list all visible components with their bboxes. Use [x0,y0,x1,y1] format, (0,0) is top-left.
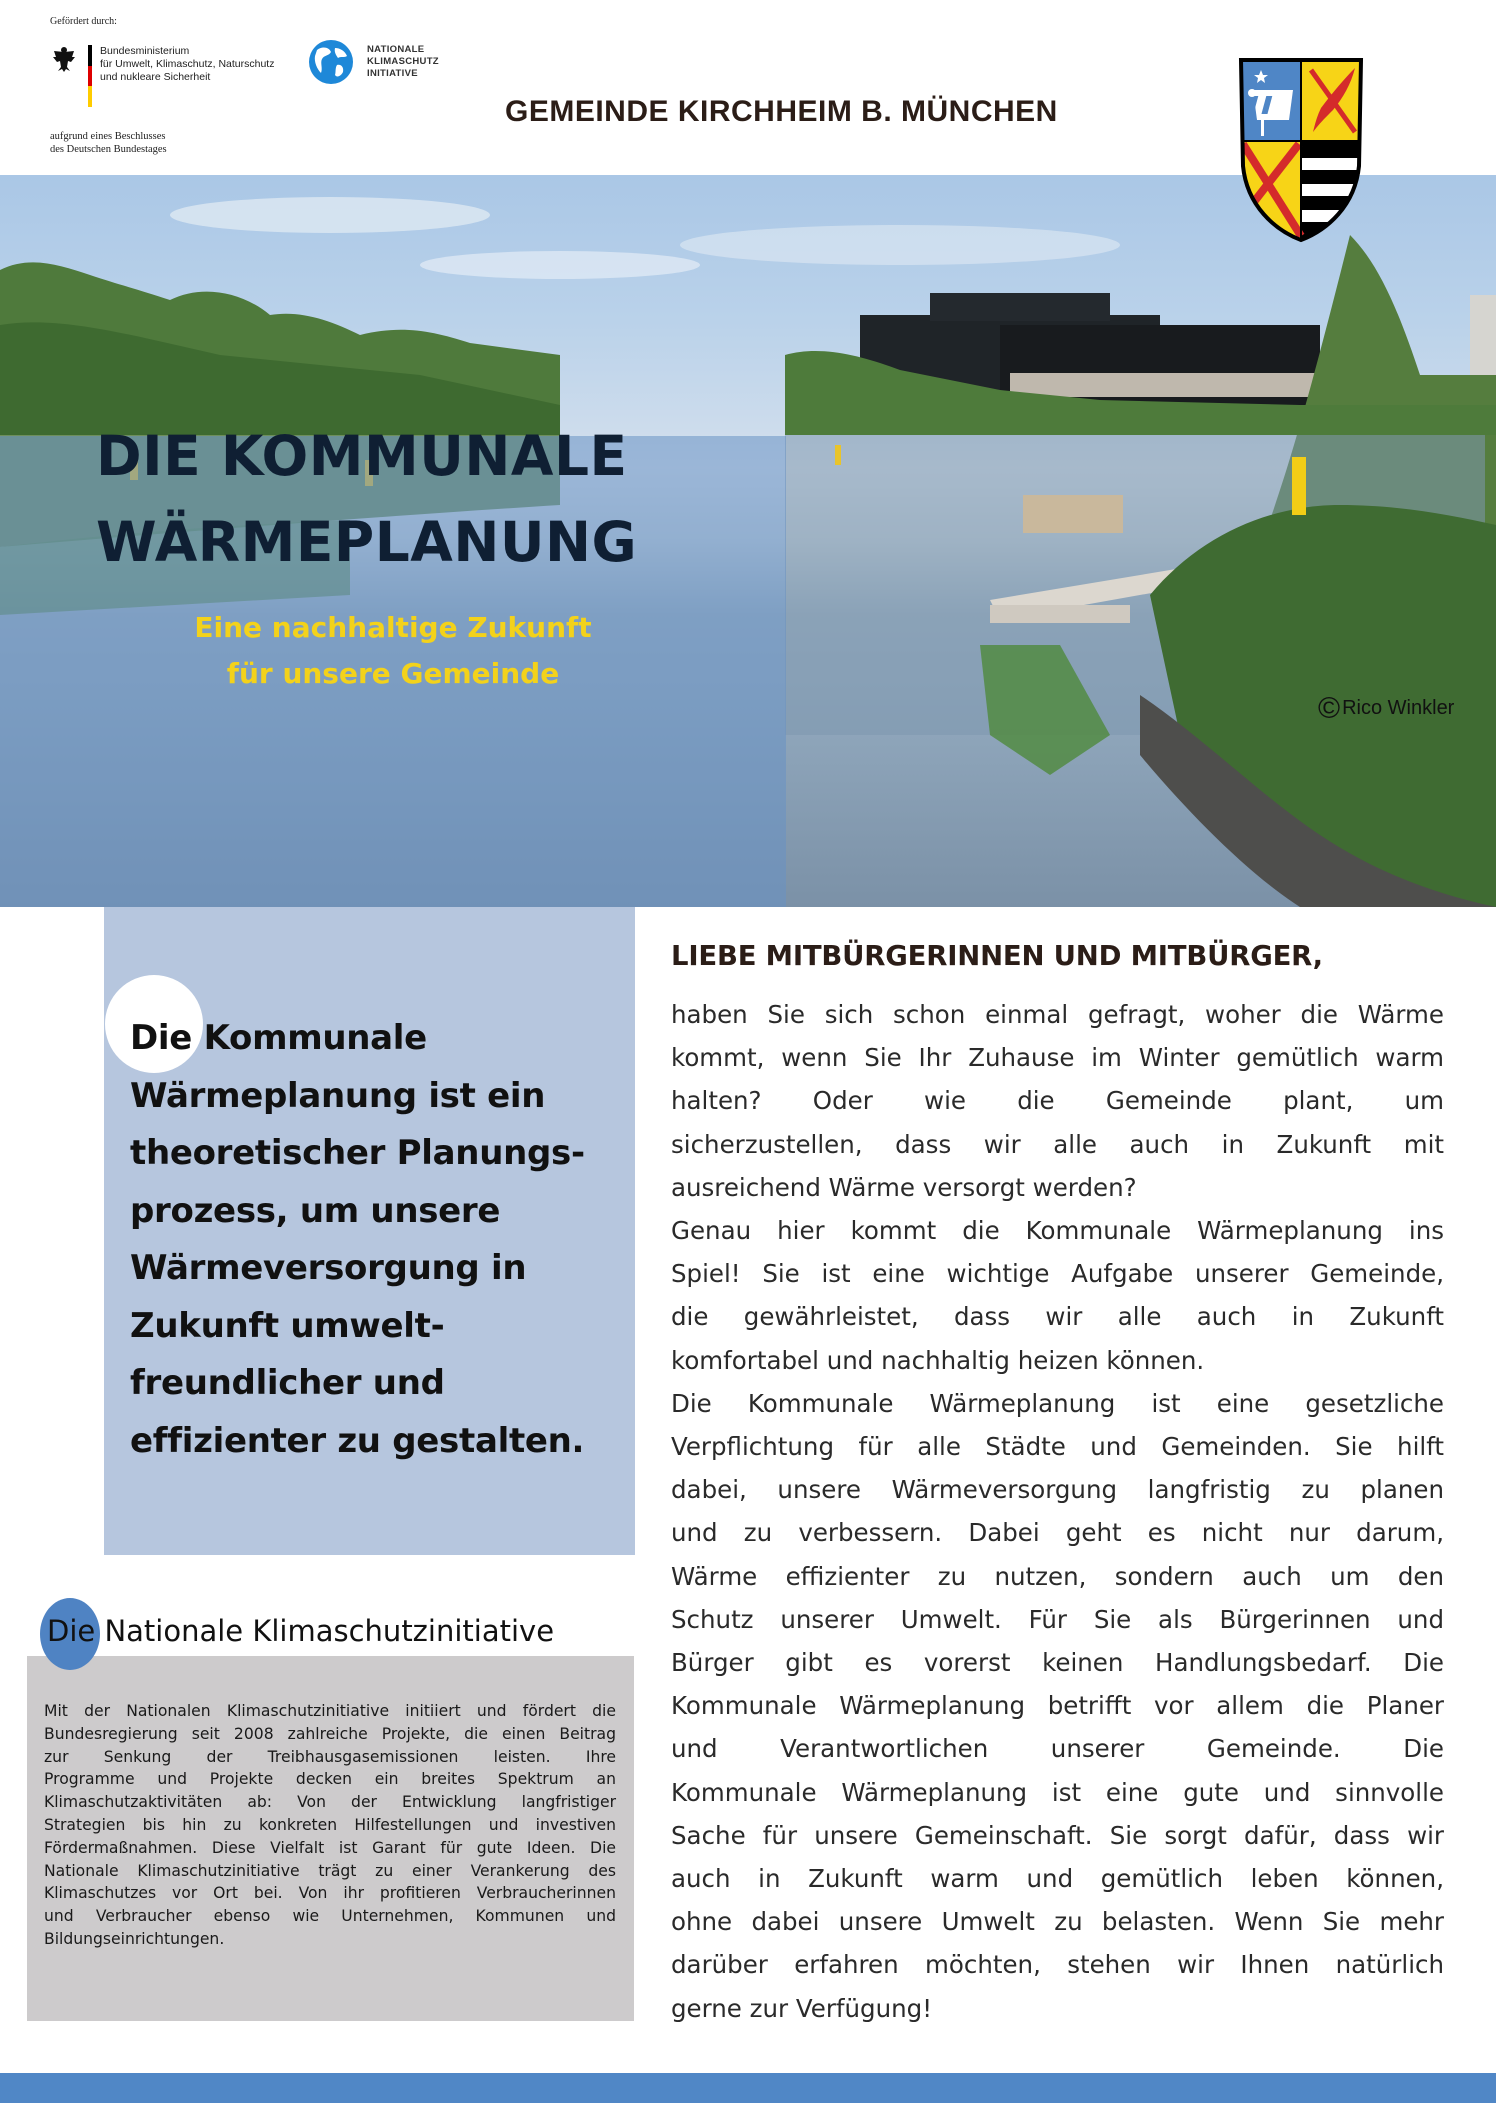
letter-line: gerne zur Verfügung! [671,1993,933,2023]
letter-salutation: LIEBE MITBÜRGERINNEN UND MITBÜRGER, [671,940,1323,972]
copyright-icon: © [1318,692,1341,725]
letter-line: Bürger gibt es vorerst keinen Handlungsbedarf. Die [671,1648,1444,1678]
subtitle-line: Eine nachhaltige Zukunft [194,611,592,644]
nki-logo-line: INITIATIVE [367,68,418,79]
letter-line: komfortabel und nachhaltig heizen können. [671,1345,1205,1375]
nki-body [44,1700,616,1951]
highlight-text [130,1010,620,1470]
nki-body-line: Klimaschutzes vor Ort bei. Von ihr profitieren Verbraucherinnen [44,1884,616,1903]
footer-bar [0,2073,1496,2103]
ministry-name-line: Bundesministerium [100,45,190,57]
nki-body-line: Programme und Projekte decken ein breites Spektrum an [44,1770,616,1789]
highlight-line: Wärmeversorgung in [130,1248,527,1288]
nki-logo-line: KLIMASCHUTZ [367,56,439,67]
page-title [96,413,637,585]
nki-body-line: Fördermaßnahmen. Diese Vielfalt ist Garant für gute Ideen. Die [44,1838,616,1857]
letter-body [671,993,1444,2030]
municipality-name: GEMEINDE KIRCHHEIM B. MÜNCHEN [505,95,1058,128]
letter-line: darüber erfahren möchten, stehen wir Ihnen natürlich [671,1950,1444,1980]
nki-logo [307,38,439,86]
photo-credit-name: Rico Winkler [1342,697,1455,719]
letter-line: kommt, wenn Sie Ihr Zuhause im Winter gemütlich warm [671,1043,1444,1073]
subtitle-line: für unsere Gemeinde [226,657,560,690]
letter-line: dabei, unsere Wärmeversorgung langfristig zu planen [671,1475,1444,1505]
nki-body-line: zur Senkung der Treibhausgasemissionen leisten. Ihre [44,1747,616,1766]
letter-line: Spiel! Sie ist eine wichtige Aufgabe unserer Gemeinde, [671,1259,1444,1289]
letter-line: die gewährleistet, dass wir alle auch in Zukunft [671,1302,1444,1332]
highlight-line: freundlicher und [130,1363,445,1403]
nki-body-line: Mit der Nationalen Klimaschutzinitiative initiiert und fördert die [44,1702,616,1720]
globe-icon [307,38,355,86]
letter-line: Kommunale Wärmeplanung betrifft vor allem die Planer [671,1691,1444,1721]
letter-line: halten? Oder wie die Gemeinde plant, um [671,1086,1444,1116]
letter-line: sicherzustellen, dass wir alle auch in Zukunft mit [671,1129,1444,1159]
ministry-logo [50,45,274,107]
letter-line: ausreichend Wärme versorgt werden? [671,1172,1137,1202]
highlight-line: Wärmeplanung ist ein [130,1075,546,1116]
letter-line: und Verantwortlichen unserer Gemeinde. Die [671,1734,1444,1764]
letter-line: haben Sie sich schon einmal gefragt, woher die Wärme [671,1000,1444,1029]
german-flag-bar [88,45,92,107]
letter-line: Die Kommunale Wärmeplanung ist eine gesetzliche [671,1388,1444,1418]
nki-body-line: Klimaschutzaktivitäten ab: Von der Entwicklung langfristiger [44,1793,616,1812]
nki-body-line: und Verbraucher ebenso wie Unternehmen, Kommunen und [44,1907,616,1926]
highlight-line: theoretischer Planungs- [130,1133,585,1173]
letter-line: Wärme effizienter zu nutzen, sondern auch um den [671,1561,1444,1591]
title-line: WÄRMEPLANUNG [96,510,638,574]
funder-label: Gefördert durch: [50,16,117,27]
nki-body-line: Bundesregierung seit 2008 zahlreiche Projekte, die einen Beitrag [44,1724,616,1743]
letter-line: ohne dabei unsere Umwelt zu belasten. Wenn Sie mehr [671,1907,1444,1937]
letter-line: und zu verbessern. Dabei geht es nicht nur darum, [671,1518,1444,1548]
nki-logo-line: NATIONALE [367,44,425,55]
highlight-line: prozess, um unsere [130,1190,501,1231]
coat-of-arms-icon [1237,56,1365,244]
letter-line: Sache für unsere Gemeinschaft. Sie sorgt dafür, dass wir [671,1820,1444,1850]
letter-line: Genau hier kommt die Kommunale Wärmeplanung ins [671,1216,1444,1246]
bundestag-resolution [50,130,167,156]
letter-line: Kommunale Wärmeplanung ist eine gute und sinnvolle [671,1777,1444,1807]
federal-eagle-icon [50,45,78,73]
nki-body-line: Nationale Klimaschutzinitiative trägt zu einer Verankerung des [44,1861,616,1880]
letter-line: auch in Zukunft warm und gemütlich leben können, [671,1864,1444,1894]
ministry-name-line: für Umwelt, Klimaschutz, Naturschutz [100,58,275,70]
letter-line: Verpflichtung für alle Städte und Gemeinden. Sie hilft [671,1432,1444,1462]
photo-credit [1318,692,1454,726]
nki-heading: Die Nationale Klimaschutzinitiative [47,1614,555,1648]
page-subtitle [0,605,786,697]
title-line: DIE KOMMUNALE [96,424,628,488]
highlight-line: effizienter zu gestalten. [130,1420,585,1461]
ministry-name-line: und nukleare Sicherheit [100,71,211,83]
nki-body-line: Strategien bis hin zu konkreten Hilfestellungen und investiven [44,1815,616,1834]
letter-line: Schutz unserer Umwelt. Für Sie als Bürgerinnen und [671,1604,1444,1634]
highlight-line: Die Kommunale [130,1018,427,1058]
resolution-line: aufgrund eines Beschlusses [50,131,166,142]
highlight-line: Zukunft umwelt- [130,1305,445,1346]
resolution-line: des Deutschen Bundestages [50,144,167,155]
nki-body-line: Bildungseinrichtungen. [44,1929,225,1948]
